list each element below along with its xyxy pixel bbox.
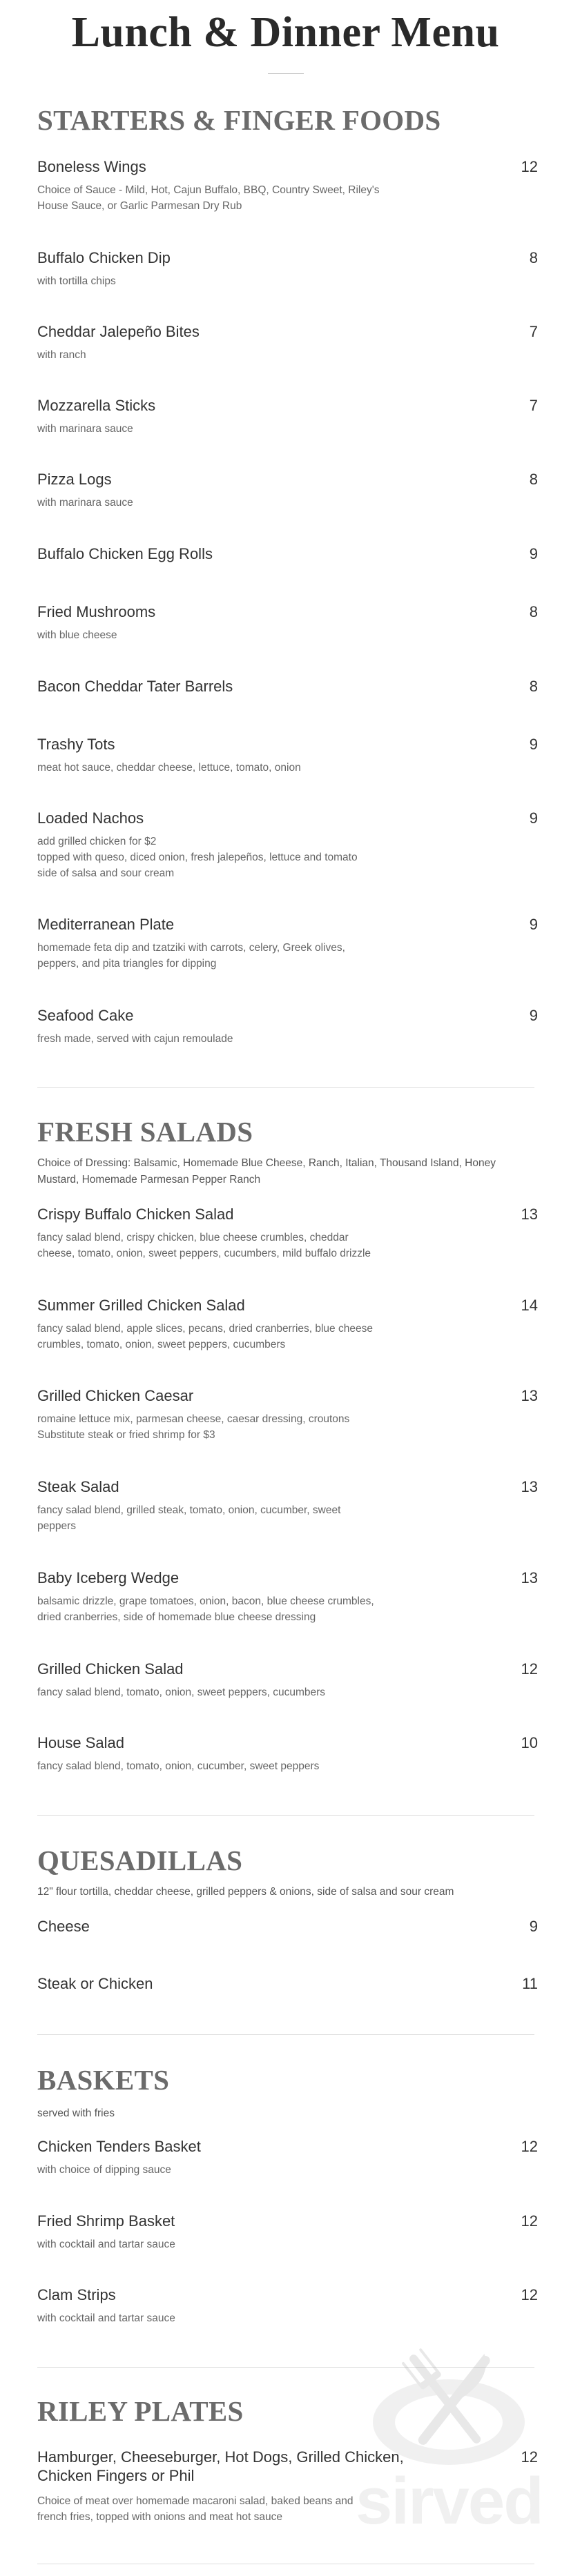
- item-name: Buffalo Chicken Dip: [37, 249, 171, 266]
- section-divider: [37, 1815, 534, 1816]
- section-note: 12" flour tortilla, cheddar cheese, grilled peppers & onions, side of salsa and sour cream: [37, 1886, 454, 1898]
- section-note: Choice of Dressing: Balsamic, Homemade Blue Cheese, Ranch, Italian, Thousand Island, Honey Mustard, Homemade Parmesan Pepper Ranch: [37, 1157, 496, 1186]
- item-description: fancy salad blend, crispy chicken, blue cheese crumbles, cheddar cheese, tomato, onion, sweet peppers, cucumbers, mild buffalo drizzle: [37, 1232, 371, 1259]
- section-divider: [37, 1087, 534, 1088]
- item-price: 8: [529, 249, 538, 266]
- item-price: 7: [529, 397, 538, 414]
- fork-knife-icon: [356, 2329, 539, 2474]
- item-description: romaine lettuce mix, parmesan cheese, caesar dressing, croutons Substitute steak or fried shrimp for $3: [37, 1413, 350, 1441]
- item-name: Pizza Logs: [37, 471, 112, 488]
- item-name: Grilled Chicken Caesar: [37, 1387, 194, 1404]
- item-description: with cocktail and tartar sauce: [37, 2239, 175, 2250]
- item-description: add grilled chicken for $2 topped with queso, diced onion, fresh jalepeños, lettuce and tomato side of salsa and sour cream: [37, 836, 358, 879]
- item-name: Summer Grilled Chicken Salad: [37, 1297, 245, 1314]
- item-description: fancy salad blend, grilled steak, tomato, onion, cucumber, sweet peppers: [37, 1504, 341, 1532]
- item-description: with blue cheese: [37, 629, 117, 641]
- item-description: with marinara sauce: [37, 423, 133, 435]
- item-name: Grilled Chicken Salad: [37, 1660, 184, 1678]
- item-price: 11: [522, 1975, 538, 1992]
- item-price: 9: [529, 545, 538, 562]
- item-description: fancy salad blend, tomato, onion, sweet peppers, cucumbers: [37, 1687, 326, 1698]
- item-price: 12: [521, 2448, 538, 2466]
- item-price: 12: [521, 1660, 538, 1678]
- item-price: 9: [529, 916, 538, 933]
- item-name: Baby Iceberg Wedge: [37, 1569, 180, 1586]
- item-price: 12: [521, 158, 538, 175]
- item-name: Bacon Cheddar Tater Barrels: [37, 678, 233, 695]
- item-price: 9: [529, 1918, 538, 1935]
- watermark-text: sirved: [356, 2464, 543, 2538]
- section-heading-quesadillas: QUESADILLAS: [37, 1845, 243, 1876]
- item-price: 12: [521, 2212, 538, 2230]
- item-description: fancy salad blend, tomato, onion, cucumber, sweet peppers: [37, 1760, 320, 1772]
- item-description: with tortilla chips: [37, 275, 116, 287]
- item-price: 13: [521, 1387, 538, 1404]
- item-price: 8: [529, 603, 538, 620]
- item-description: fancy salad blend, apple slices, pecans, dried cranberries, blue cheese crumbles, tomato, onion, sweet peppers, cucumbers: [37, 1323, 373, 1350]
- section-heading-riley-plates: RILEY PLATES: [37, 2395, 244, 2427]
- item-name: Seafood Cake: [37, 1007, 134, 1024]
- item-description: meat hot sauce, cheddar cheese, lettuce, tomato, onion: [37, 762, 301, 774]
- item-name: Cheese: [37, 1918, 90, 1935]
- item-name: Loaded Nachos: [37, 809, 144, 827]
- item-price: 13: [521, 1478, 538, 1495]
- sirved-watermark: [356, 2329, 543, 2538]
- item-description: balsamic drizzle, grape tomatoes, onion, bacon, blue cheese crumbles, dried cranberries, side of homemade blue cheese dressing: [37, 1595, 374, 1623]
- section-heading-salads: FRESH SALADS: [37, 1116, 253, 1148]
- item-price: 14: [521, 1297, 538, 1314]
- item-name: Chicken Tenders Basket: [37, 2138, 201, 2155]
- item-price: 13: [521, 1569, 538, 1586]
- section-note: served with fries: [37, 2107, 115, 2119]
- item-price: 9: [529, 809, 538, 827]
- title-divider: [268, 73, 304, 74]
- item-price: 12: [521, 2138, 538, 2155]
- item-description: with ranch: [37, 349, 86, 361]
- item-name: Steak Salad: [37, 1478, 119, 1495]
- section-heading-starters: STARTERS & FINGER FOODS: [37, 104, 441, 136]
- item-price: 9: [529, 736, 538, 753]
- item-name: Crispy Buffalo Chicken Salad: [37, 1206, 234, 1223]
- item-description: Choice of Sauce - Mild, Hot, Cajun Buffalo, BBQ, Country Sweet, Riley's House Sauce, or Garlic Parmesan Dry Rub: [37, 184, 380, 212]
- item-name: House Salad: [37, 1734, 124, 1751]
- item-name: Steak or Chicken: [37, 1975, 153, 1992]
- item-name: Buffalo Chicken Egg Rolls: [37, 545, 213, 562]
- item-price: 10: [521, 1734, 538, 1751]
- item-price: 7: [529, 323, 538, 340]
- item-price: 12: [521, 2286, 538, 2303]
- section-divider: [37, 2034, 534, 2035]
- item-name: Clam Strips: [37, 2286, 116, 2303]
- page-title: Lunch & Dinner Menu: [71, 9, 500, 56]
- item-price: 8: [529, 471, 538, 488]
- item-description: Choice of meat over homemade macaroni salad, baked beans and french fries, topped with onions and meat hot sauce: [37, 2495, 354, 2523]
- item-name: Boneless Wings: [37, 158, 146, 175]
- item-name: Trashy Tots: [37, 736, 115, 753]
- item-name: Mozzarella Sticks: [37, 397, 156, 414]
- item-description: with marinara sauce: [37, 497, 133, 509]
- section-heading-baskets: BASKETS: [37, 2064, 170, 2096]
- item-name: Mediterranean Plate: [37, 916, 175, 933]
- item-name: Hamburger, Cheeseburger, Hot Dogs, Grilled Chicken, Chicken Fingers or Phil: [37, 2448, 404, 2484]
- item-name: Fried Shrimp Basket: [37, 2212, 175, 2230]
- item-name: Cheddar Jalepeño Bites: [37, 323, 200, 340]
- item-price: 8: [529, 678, 538, 695]
- item-name: Fried Mushrooms: [37, 603, 156, 620]
- item-price: 13: [521, 1206, 538, 1223]
- item-description: with cocktail and tartar sauce: [37, 2312, 175, 2324]
- item-description: fresh made, served with cajun remoulade: [37, 1033, 233, 1045]
- item-description: homemade feta dip and tzatziki with carrots, celery, Greek olives, peppers, and pita triangles for dipping: [37, 942, 345, 970]
- item-price: 9: [529, 1007, 538, 1024]
- item-description: with choice of dipping sauce: [37, 2164, 171, 2176]
